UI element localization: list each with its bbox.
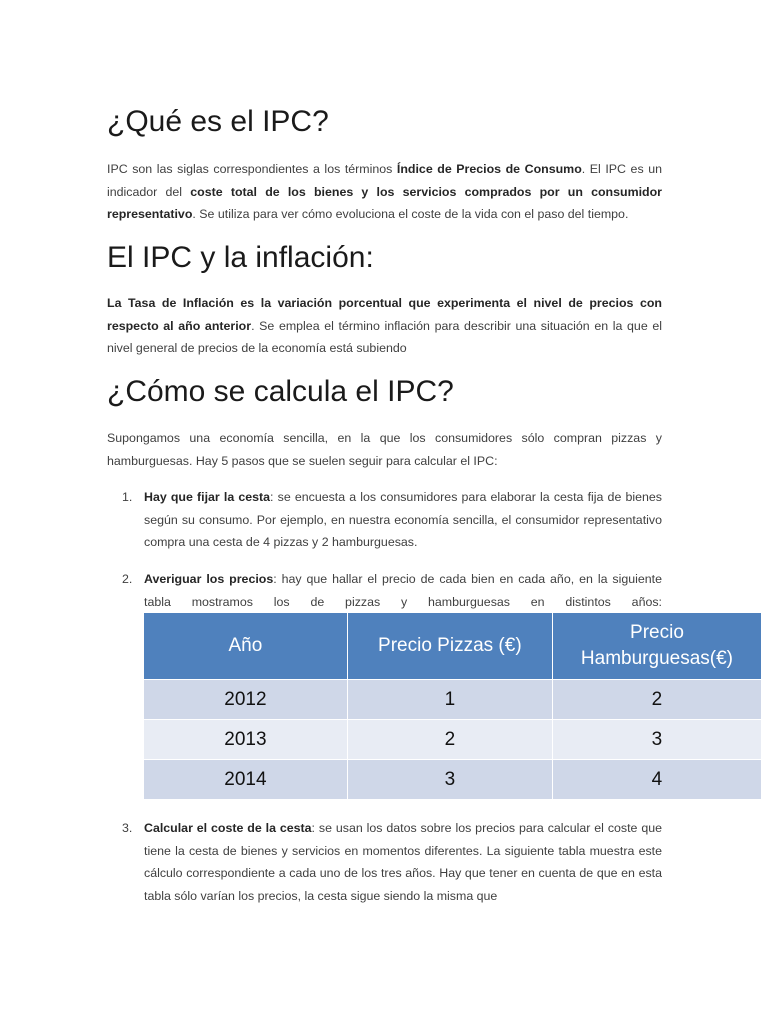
table-cell-burger-price: 4 [552,760,761,800]
column-header-year: Año [144,613,347,680]
column-header-pizza-price: Precio Pizzas (€) [347,613,552,680]
table-cell-year: 2014 [144,760,347,800]
list-item-body [144,568,662,613]
text-run: : hay que hallar el precio de cada bien en cada año, en la siguiente tabla mostramos los de pizzas y hamburguesas en distintos años: [144,572,662,609]
list-item-body [144,817,662,907]
text-run: : se encuesta a los consumidores para elaborar la cesta fija de bienes según su consumo. Por ejemplo, en nuestra economía sencilla, el consumidor representativo compra una cesta de 4 pizzas y 2 hamburguesas. [144,490,662,549]
table-header-row [144,613,761,680]
text-run: . El IPC es un indicador del [107,162,662,199]
text-run-bold: La Tasa de Inflación es la variación porcentual que experimenta el nivel de precios con respecto al año anterior [107,296,662,333]
list-number: 2. [122,572,133,586]
table-cell-pizza-price: 2 [347,720,552,760]
text-run-bold: coste total de los bienes y los servicios comprados por un consumidor representativo [107,184,663,221]
table-cell-burger-price: 2 [552,680,761,720]
table-row [144,680,761,720]
text-run: : se usan los datos sobre los precios para calcular el coste que tiene la cesta de bienes y servicios en momentos diferentes. La siguiente tabla muestra este cálculo correspondiente a cada uno de los tres años. Hay que tener en cuenta de que en esta tabla sólo varían los precios, la cesta sigue siendo la misma que [144,821,663,903]
table-cell-year: 2013 [144,720,347,760]
table-row [144,760,761,800]
text-run: IPC son las siglas correspondientes a los términos [107,162,397,176]
table-cell-year: 2012 [144,680,347,720]
list-number: 3. [122,821,133,835]
text-run-bold: Calcular el coste de la cesta [144,821,312,835]
heading-ipc-inflation: El IPC y la inflación: [107,241,374,274]
table-cell-pizza-price: 1 [347,680,552,720]
table-cell-burger-price: 3 [552,720,761,760]
column-header-burger-price: Precio Hamburguesas(€) [552,613,761,680]
list-item-body [144,486,662,554]
heading-how-calculate-ipc: ¿Cómo se calcula el IPC? [107,375,454,408]
price-table [144,613,761,799]
paragraph-ipc-definition [107,158,662,226]
text-run-bold: Hay que fijar la cesta [144,490,271,504]
list-number: 1. [122,490,133,504]
paragraph-inflation-definition [107,292,662,360]
paragraph-calculation-intro: Supongamos una economía sencilla, en la que los consumidores sólo compran pizzas y hamburguesas. Hay 5 pasos que se suelen seguir para calcular el IPC: [107,431,662,468]
table-row [144,720,761,760]
heading-what-is-ipc: ¿Qué es el IPC? [107,105,329,138]
table-cell-pizza-price: 3 [347,760,552,800]
text-run: . Se utiliza para ver cómo evoluciona el coste de la vida con el paso del tiempo. [192,207,629,221]
text-run: . Se emplea el término inflación para describir una situación en la que el nivel general de precios de la economía está subiendo [107,318,662,355]
text-run-bold: Averiguar los precios [144,572,274,586]
text-run-bold: Índice de Precios de Consumo [396,162,582,176]
